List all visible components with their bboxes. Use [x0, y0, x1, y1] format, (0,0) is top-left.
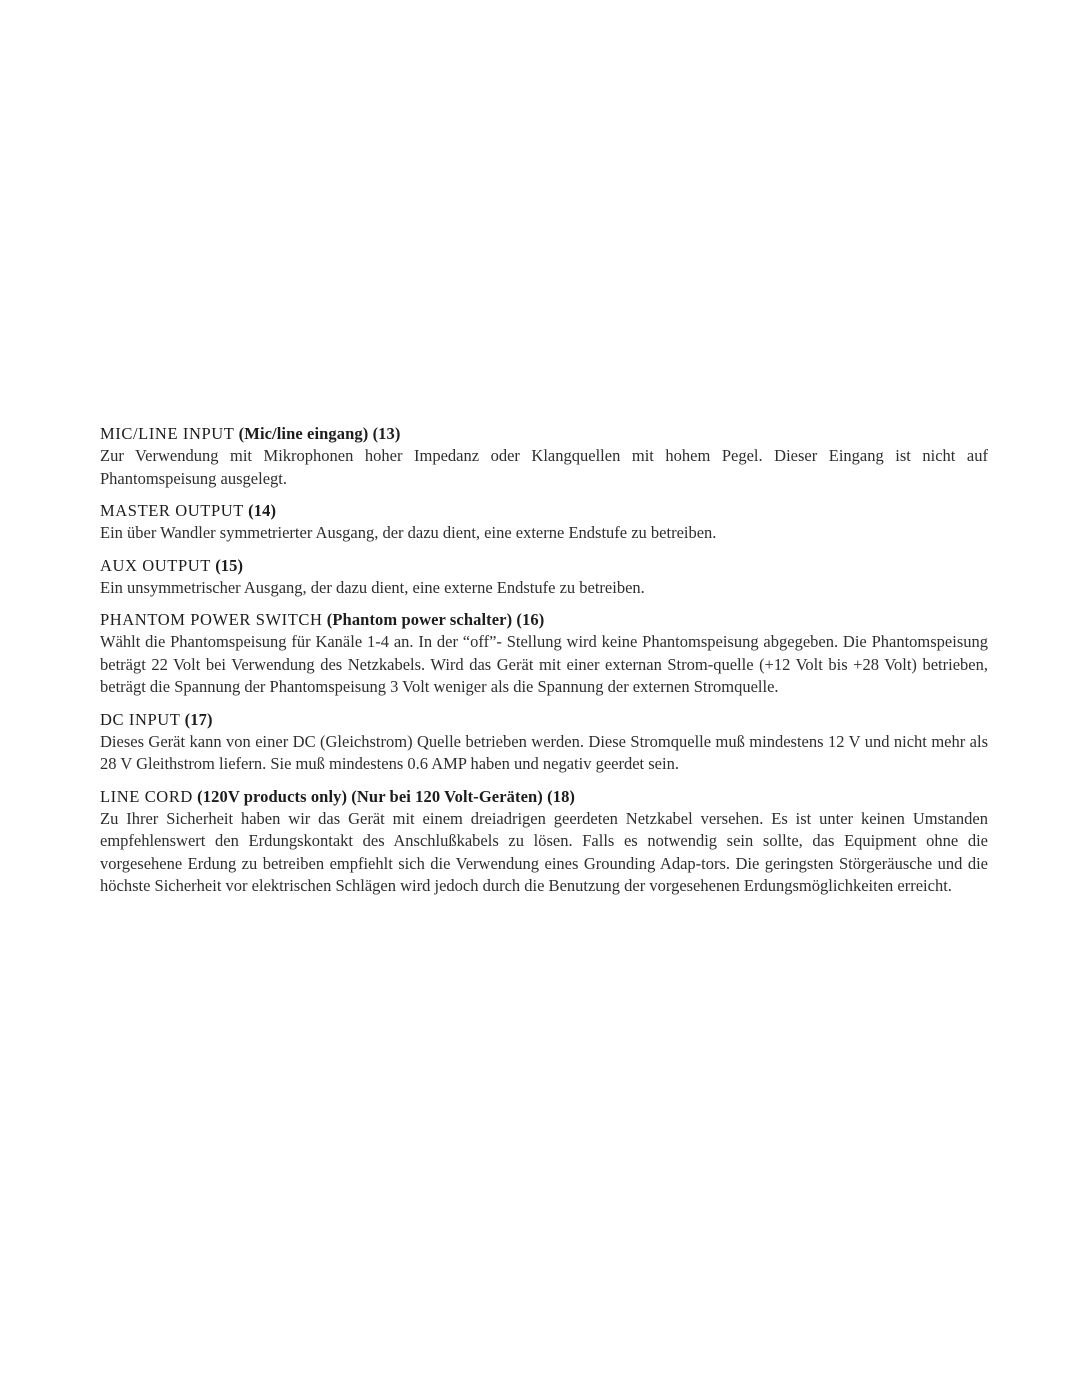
section-number: (13) [372, 424, 401, 443]
section-text: Dieses Gerät kann von einer DC (Gleichstrom) Quelle betrieben werden. Diese Stromquelle muß mindestens 12 V und nicht mehr als 28 V Gleithstrom liefern. Sie muß mindestens 0.6 AMP haben und negativ geerdet sein. [100, 731, 988, 773]
section-aux-output [100, 555, 988, 600]
section-heading [100, 786, 988, 808]
section-text: Wählt die Phantomspeisung für Kanäle 1-4 an. In der “off”- Stellung wird keine Phantomspeisung abgegeben. Die Phantomspeisung beträgt 22 Volt bei Verwendung des Netzkabels. Wird das Gerät mit einer externan Strom-quelle (+12 Volt bis +28 Volt) betrieben, beträgt die Spannung der Phantomspeisung 3 Volt weniger als die Spannung der externen Stromquelle. [100, 632, 988, 696]
section-title: AUX OUTPUT [100, 555, 211, 575]
section-number: (14) [248, 501, 277, 520]
section-number: (16) [516, 610, 545, 629]
section-heading [100, 609, 988, 631]
section-subtitle: (Phantom power schalter) [326, 610, 513, 629]
section-title: MIC/LINE INPUT [100, 424, 235, 443]
section-title: DC INPUT [100, 709, 181, 729]
section-dc-input [100, 709, 988, 776]
section-line-cord [100, 786, 988, 898]
manual-page [100, 423, 988, 908]
section-title: PHANTOM POWER SWITCH [100, 610, 323, 629]
section-number: (17) [184, 709, 213, 729]
section-title: MASTER OUTPUT [100, 501, 244, 520]
section-phantom-power-switch [100, 609, 988, 699]
section-number: (15) [215, 555, 244, 575]
section-heading [100, 709, 988, 731]
section-subtitle: (120V products only) (Nur bei 120 Volt-Geräten) [197, 786, 543, 806]
section-mic-line-input [100, 423, 988, 490]
section-text: Zu Ihrer Sicherheit haben wir das Gerät mit einem dreiadrigen geerdeten Netzkabel versehen. Es ist unter keinen Umstanden empfehlenswert den Erdungskontakt des Anschlußkabels zu lösen. Falls es notwendig sein sollte, das Equipment ohne die vorgesehene Erdung zu betreiben empfiehlt sich die Verwendung eines Grounding Adap-tors. Die geringsten Störgeräusche und die höchste Sicherheit vor elektrischen Schlägen wird jedoch durch die Benutzung der vorgesehenen Erdungsmöglichkeiten erreicht. [100, 808, 988, 895]
section-text: Ein über Wandler symmetrierter Ausgang, der dazu dient, eine externe Endstufe zu betreiben. [100, 523, 717, 542]
section-text: Ein unsymmetrischer Ausgang, der dazu dient, eine externe Endstufe zu betreiben. [100, 577, 645, 597]
section-heading [100, 500, 988, 522]
section-subtitle: (Mic/line eingang) [238, 424, 369, 443]
section-heading [100, 423, 988, 445]
section-title: LINE CORD [100, 786, 193, 806]
section-master-output [100, 500, 988, 545]
section-text: Zur Verwendung mit Mikrophonen hoher Impedanz oder Klangquellen mit hohem Pegel. Dieser Eingang ist nicht auf Phantomspeisung ausgelegt. [100, 446, 988, 488]
section-number: (18) [547, 786, 576, 806]
section-heading [100, 555, 988, 577]
